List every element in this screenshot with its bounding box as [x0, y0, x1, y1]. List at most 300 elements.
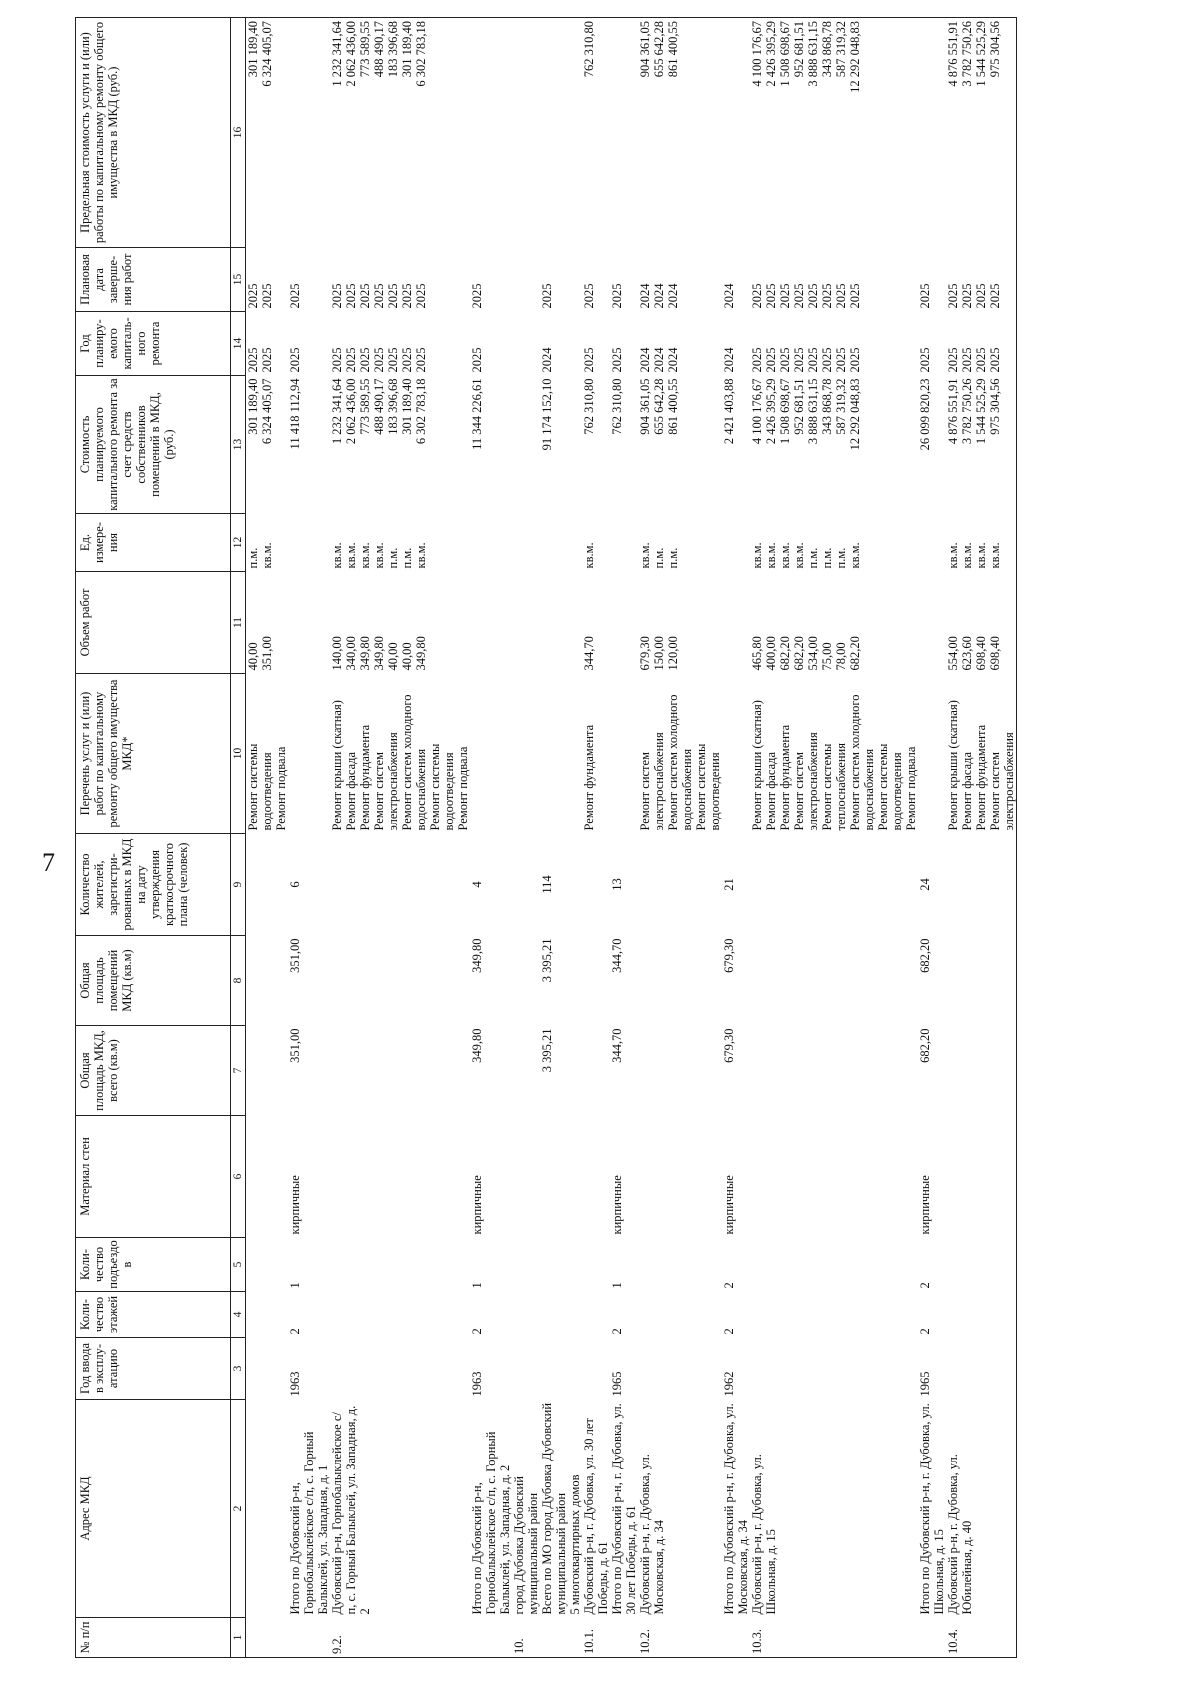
work-volume [750, 572, 918, 674]
completion-date-entry: 2025 [344, 283, 358, 309]
total-area: 3 395,21 [540, 1028, 554, 1073]
completion-date-entry: 2025 [834, 283, 848, 309]
work-cost-entry: 11 418 112,94 [288, 378, 302, 450]
work-name [946, 674, 1017, 834]
work-volume-entry: 679,30 [638, 636, 652, 671]
address: город Дубовка Дубовский муниципальный район [512, 1476, 540, 1615]
table-row [946, 18, 1017, 1658]
work-cost [610, 376, 638, 514]
column-header-1: № п/п [76, 1618, 231, 1658]
year-commissioned: 1963 [288, 1371, 302, 1397]
work-volume-entry: 682,20 [778, 636, 792, 671]
floors [638, 1292, 722, 1338]
residents [568, 834, 582, 936]
limit-cost-entry: 183 396,68 [386, 21, 400, 78]
floors: 2 [288, 1328, 302, 1335]
premises-area [638, 936, 722, 1026]
work-unit-entry: кв.м. [974, 542, 988, 569]
wall-material [638, 1116, 722, 1238]
work-name [330, 674, 470, 834]
work-cost-entry: 4 876 551,91 [946, 378, 960, 445]
completion-date-entry: 2025 [470, 283, 484, 309]
work-volume [246, 572, 289, 674]
work-unit [288, 514, 330, 572]
year-commissioned [638, 1338, 722, 1400]
repair-year-entry: 2025 [946, 347, 960, 373]
residents [330, 834, 470, 936]
address: Итого по Дубовский р-н, г. Дубовка, ул. Московская, д. 34 [722, 1403, 750, 1615]
work-volume-entry: 465,80 [750, 636, 764, 671]
completion-date-entry: 2025 [400, 283, 414, 309]
work-cost [288, 376, 330, 514]
wall-material [330, 1116, 470, 1238]
address [246, 1400, 289, 1618]
work-volume-entry: 554,00 [946, 636, 960, 671]
completion-date-entry: 2025 [582, 283, 596, 309]
limit-cost-entry: 1 508 698,67 [778, 21, 792, 87]
work-unit-entry: кв.м. [414, 542, 428, 569]
repair-year [610, 312, 638, 376]
entrances [946, 1238, 1017, 1292]
row-number [610, 1618, 638, 1658]
work-cost-entry: 904 361,05 [638, 378, 652, 435]
work-volume-entry [540, 575, 554, 671]
work-volume-entry: 682,20 [792, 636, 806, 671]
work-unit-entry: п.м. [400, 547, 414, 569]
repair-year-entry: 2025 [414, 347, 428, 373]
premises-area [750, 936, 918, 1026]
table-row [582, 18, 610, 1658]
completion-date-entry: 2025 [988, 283, 1002, 309]
work-volume-entry [470, 575, 484, 671]
premises-area: 679,30 [722, 938, 736, 973]
limit-cost-entry: 975 304,56 [988, 21, 1002, 78]
header-row [76, 18, 231, 1658]
work-volume-entry [288, 575, 302, 671]
total-area: 349,80 [470, 1028, 484, 1063]
wall-material [582, 1116, 610, 1238]
work-volume [918, 572, 946, 674]
row-number: 10.1. [582, 1618, 610, 1658]
work-volume-entry: 340,00 [344, 636, 358, 671]
repair-year-entry: 2025 [974, 347, 988, 373]
work-volume-entry: 349,80 [414, 636, 428, 671]
work-name-entry: Ремонт фасада [344, 751, 358, 831]
work-volume-entry: 40,00 [400, 642, 414, 671]
wall-material: кирпичные [610, 1175, 624, 1235]
work-cost-entry: 587 319,32 [834, 378, 848, 435]
work-unit [610, 514, 638, 572]
year-commissioned: 1962 [722, 1371, 736, 1397]
repair-year-entry: 2025 [778, 347, 792, 373]
work-unit-entry: кв.м. [330, 542, 344, 569]
repair-year-entry: 2024 [666, 347, 680, 373]
work-name [638, 674, 722, 834]
total-area: 351,00 [288, 1028, 302, 1063]
table-row [246, 18, 289, 1658]
work-volume [946, 572, 1017, 674]
table-row [610, 18, 638, 1658]
completion-date [568, 248, 582, 312]
limit-cost-entry: 655 642,28 [652, 21, 666, 78]
completion-date [582, 248, 610, 312]
row-number [470, 1618, 512, 1658]
work-name-entry: Ремонт фасада [960, 751, 974, 831]
year-commissioned [946, 1338, 1017, 1400]
repair-year-entry: 2025 [750, 347, 764, 373]
work-cost-entry: 488 490,17 [372, 378, 386, 435]
work-volume-entry: 140,00 [330, 636, 344, 671]
repair-year-entry: 2024 [652, 347, 666, 373]
premises-area: 351,00 [288, 938, 302, 973]
work-volume-entry: 349,80 [372, 636, 386, 671]
wall-material: кирпичные [722, 1175, 736, 1235]
repair-year-entry: 2025 [764, 347, 778, 373]
address: Дубовский р-н, г. Дубовка, ул. Юбилейная, д. 40 [946, 1400, 1017, 1618]
work-cost-entry: 1 544 525,29 [974, 378, 988, 445]
repair-year-entry: 2024 [540, 347, 554, 373]
residents: 6 [288, 881, 302, 888]
entrances: 1 [610, 1282, 624, 1289]
repair-year [918, 312, 946, 376]
limit-cost-entry: 773 589,55 [358, 21, 372, 78]
work-unit-entry: кв.м. [764, 542, 778, 569]
work-cost-entry: 655 642,28 [652, 378, 666, 435]
work-name [470, 674, 512, 834]
completion-date-entry: 2025 [372, 283, 386, 309]
residents: 24 [918, 878, 932, 891]
work-name-entry: Ремонт систем электроснабжения [988, 732, 1016, 831]
repair-year-entry: 2025 [582, 347, 596, 373]
address: Всего по МО город Дубовка Дубовский муниципальный район [540, 1402, 568, 1615]
column-number-5: 5 [231, 1238, 246, 1292]
completion-date-entry: 2025 [330, 283, 344, 309]
work-name-entry: Ремонт системы водоотведения [694, 743, 722, 831]
limit-cost [750, 18, 918, 248]
work-unit-entry: п.м. [834, 547, 848, 569]
total-area [638, 1026, 722, 1116]
wall-material: кирпичные [288, 1175, 302, 1235]
work-volume-entry: 682,20 [848, 636, 862, 671]
column-number-11: 11 [231, 572, 246, 674]
wall-material [946, 1116, 1017, 1238]
completion-date-entry: 2024 [638, 283, 652, 309]
work-unit-entry: кв.м. [582, 542, 596, 569]
work-unit-entry: кв.м. [960, 542, 974, 569]
work-name-entry: Ремонт крыши (скатная) [946, 700, 960, 831]
completion-date-entry: 2025 [848, 283, 862, 309]
work-volume-entry: 698,40 [988, 636, 1002, 671]
address: Дубовский р-н, Горнобалыклейское с/п, с. Горный Балыклей, ул. Западная, д. 2 [330, 1405, 372, 1615]
floors [582, 1292, 610, 1338]
repair-year-entry: 2025 [988, 347, 1002, 373]
column-header-8: Общая площадь помещений МКД (кв.м) [76, 936, 231, 1026]
work-cost-entry: 773 589,55 [358, 378, 372, 435]
work-cost-entry: 3 888 631,15 [806, 378, 820, 445]
work-name [246, 674, 289, 834]
work-unit-entry: кв.м. [848, 542, 862, 569]
completion-date [918, 248, 946, 312]
work-volume-entry: 698,40 [974, 636, 988, 671]
column-number-12: 12 [231, 514, 246, 572]
residents [946, 834, 1017, 936]
completion-date [246, 248, 289, 312]
completion-date-entry: 2025 [414, 283, 428, 309]
limit-cost-entry [610, 21, 624, 245]
work-name-entry: Ремонт системы водоотведения [876, 743, 904, 831]
work-cost-entry: 2 426 395,29 [764, 378, 778, 445]
column-header-4: Коли-чество этажей [76, 1292, 231, 1338]
premises-area [568, 936, 582, 1026]
limit-cost-entry: 4 876 551,91 [946, 21, 960, 87]
work-unit [246, 514, 289, 572]
premises-area [512, 936, 540, 1026]
work-unit-entry: п.м. [246, 547, 260, 569]
table-row [918, 18, 946, 1658]
wall-material [750, 1116, 918, 1238]
repair-year-entry: 2025 [834, 347, 848, 373]
column-number-14: 14 [231, 312, 246, 376]
year-commissioned [330, 1338, 470, 1400]
limit-cost [288, 18, 330, 248]
address: Дубовский р-н, г. Дубовка, ул. 30 лет Победы, д. 61 [582, 1418, 610, 1615]
column-number-1: 1 [231, 1618, 246, 1658]
year-commissioned [750, 1338, 918, 1400]
repair-year-entry: 2025 [610, 347, 624, 373]
work-unit-entry: кв.м. [988, 542, 1002, 569]
work-cost-entry: 1 232 341,64 [330, 378, 344, 445]
table-row [540, 18, 568, 1658]
column-header-14: Год планиру-емого капиталь-ного ремонта [76, 312, 231, 376]
address: Итого по Дубовский р-н, Горнобалыклейское с/п, с. Горный Балыклей, ул. Западная, д. 2 [470, 1431, 512, 1615]
residents [750, 834, 918, 936]
work-cost-entry: 762 310,80 [610, 378, 624, 435]
rotated-sheet [75, 18, 1195, 1658]
work-cost [330, 376, 470, 514]
limit-cost-entry: 952 681,51 [792, 21, 806, 78]
limit-cost-entry: 904 361,05 [638, 21, 652, 78]
work-unit-entry: кв.м. [372, 542, 386, 569]
row-number: 10.3. [750, 1618, 918, 1658]
repair-year-entry: 2025 [358, 347, 372, 373]
work-cost [512, 376, 540, 514]
work-cost [638, 376, 722, 514]
row-number: 9.2. [330, 1618, 470, 1658]
column-number-4: 4 [231, 1292, 246, 1338]
residents [246, 834, 289, 936]
completion-date-entry: 2024 [722, 283, 736, 309]
column-number-8: 8 [231, 936, 246, 1026]
work-volume-entry: 120,00 [666, 636, 680, 671]
repair-year [540, 312, 568, 376]
table-body [246, 18, 1017, 1658]
column-number-7: 7 [231, 1026, 246, 1116]
completion-date [540, 248, 568, 312]
work-cost-entry: 2 421 403,88 [722, 378, 736, 445]
year-commissioned [540, 1338, 568, 1400]
column-number-3: 3 [231, 1338, 246, 1400]
residents: 13 [610, 878, 624, 891]
residents [638, 834, 722, 936]
year-commissioned [246, 1338, 289, 1400]
limit-cost [568, 18, 582, 248]
residents: 114 [540, 875, 554, 894]
total-area [750, 1026, 918, 1116]
work-volume-entry: 534,00 [806, 636, 820, 671]
total-area: 679,30 [722, 1028, 736, 1063]
floors: 2 [610, 1328, 624, 1335]
work-unit [512, 514, 540, 572]
repair-year [246, 312, 289, 376]
floors: 2 [470, 1328, 484, 1335]
limit-cost-entry: 6 324 405,07 [260, 21, 274, 87]
work-name-entry: Ремонт систем холодного водоснабжения [666, 694, 694, 831]
year-commissioned [582, 1338, 610, 1400]
table-row [330, 18, 470, 1658]
limit-cost-entry: 488 490,17 [372, 21, 386, 78]
work-unit-entry: п.м. [820, 547, 834, 569]
work-name-entry: Ремонт системы водоотведения [246, 743, 274, 831]
capital-repair-table [75, 17, 1017, 1658]
column-header-6: Материал стен [76, 1116, 231, 1238]
address: 5 многоквартирных домов [568, 1474, 582, 1615]
completion-date-entry: 2025 [974, 283, 988, 309]
work-name-entry: Ремонт крыши (скатная) [330, 700, 344, 831]
entrances [750, 1238, 918, 1292]
work-unit [722, 514, 750, 572]
row-number: 10.4. [946, 1618, 1017, 1658]
work-cost-entry: 183 396,68 [386, 378, 400, 435]
total-area [582, 1026, 610, 1116]
table-row [722, 18, 750, 1658]
work-name [288, 674, 330, 834]
limit-cost-entry: 3 782 750,26 [960, 21, 974, 87]
table-row [288, 18, 330, 1658]
entrances [330, 1238, 470, 1292]
work-name-entry: Ремонт системы теплоснабжения [820, 743, 848, 831]
work-cost-entry: 975 304,56 [988, 378, 1002, 435]
wall-material: кирпичные [470, 1175, 484, 1235]
work-unit [568, 514, 582, 572]
total-area [568, 1026, 582, 1116]
entrances: 1 [288, 1282, 302, 1289]
repair-year-entry: 2024 [722, 347, 736, 373]
limit-cost-entry: 301 189,40 [246, 21, 260, 78]
repair-year [638, 312, 722, 376]
limit-cost-entry: 12 292 048,83 [848, 21, 862, 93]
column-number-9: 9 [231, 834, 246, 936]
work-unit-entry [288, 517, 302, 569]
work-cost [750, 376, 918, 514]
row-number: 10.2. [638, 1618, 722, 1658]
column-number-row [231, 18, 246, 1658]
premises-area: 349,80 [470, 938, 484, 973]
repair-year-entry: 2025 [792, 347, 806, 373]
entrances [638, 1238, 722, 1292]
repair-year [512, 312, 540, 376]
limit-cost-entry [722, 21, 736, 245]
year-commissioned: 1965 [610, 1371, 624, 1397]
total-area [946, 1026, 1017, 1116]
repair-year-entry: 2024 [638, 347, 652, 373]
work-cost-entry: 861 400,55 [666, 378, 680, 435]
address: Итого по Дубовский р-н, Горнобалыклейское с/п, с. Горный Балыклей, ул. Западная, д. 1 [288, 1431, 330, 1615]
work-unit-entry: п.м. [386, 547, 400, 569]
table-row [750, 18, 918, 1658]
year-commissioned: 1963 [470, 1371, 484, 1397]
residents [512, 834, 540, 936]
entrances [512, 1238, 540, 1292]
completion-date-entry: 2024 [666, 283, 680, 309]
work-volume-entry: 351,00 [260, 636, 274, 671]
limit-cost [918, 18, 946, 248]
limit-cost [330, 18, 470, 248]
wall-material [568, 1116, 582, 1238]
premises-area: 3 395,21 [540, 938, 554, 983]
work-volume [470, 572, 512, 674]
work-volume-entry [722, 575, 736, 671]
floors [946, 1292, 1017, 1338]
completion-date-entry: 2025 [778, 283, 792, 309]
work-volume [638, 572, 722, 674]
repair-year-entry: 2025 [470, 347, 484, 373]
limit-cost-entry [470, 21, 484, 245]
row-number [722, 1618, 750, 1658]
column-number-15: 15 [231, 248, 246, 312]
column-header-5: Коли-чество подъездо в [76, 1238, 231, 1292]
work-name-entry: Ремонт систем холодного водоснабжения [848, 694, 876, 831]
repair-year-entry: 2025 [372, 347, 386, 373]
work-cost-entry: 301 189,40 [246, 378, 260, 435]
entrances [568, 1238, 582, 1292]
repair-year-entry: 2025 [330, 347, 344, 373]
wall-material [512, 1116, 540, 1238]
work-volume [288, 572, 330, 674]
completion-date-entry: 2025 [820, 283, 834, 309]
work-volume [610, 572, 638, 674]
work-unit-entry: п.м. [652, 547, 666, 569]
work-unit [946, 514, 1017, 572]
work-volume-entry: 78,00 [834, 642, 848, 671]
work-name-entry: Ремонт систем электроснабжения [638, 732, 666, 831]
work-unit [330, 514, 470, 572]
limit-cost [512, 18, 540, 248]
work-unit [750, 514, 918, 572]
table-row [638, 18, 722, 1658]
total-area [512, 1026, 540, 1116]
completion-date-entry: 2025 [288, 283, 302, 309]
work-name [610, 674, 638, 834]
completion-date [288, 248, 330, 312]
work-unit [540, 514, 568, 572]
floors: 2 [722, 1328, 736, 1335]
premises-area: 682,20 [918, 938, 932, 973]
repair-year-entry: 2025 [960, 347, 974, 373]
repair-year-entry: 2025 [400, 347, 414, 373]
completion-date [470, 248, 512, 312]
work-volume-entry: 623,60 [960, 636, 974, 671]
limit-cost-entry: 343 868,78 [820, 21, 834, 78]
work-volume-entry: 349,80 [358, 636, 372, 671]
work-unit-entry: кв.м. [750, 542, 764, 569]
work-volume-entry: 40,00 [246, 642, 260, 671]
column-header-7: Общая площадь МКД, всего (кв.м) [76, 1026, 231, 1116]
column-number-13: 13 [231, 376, 246, 514]
limit-cost-entry: 301 189,40 [400, 21, 414, 78]
row-number [540, 1618, 568, 1658]
work-volume [722, 572, 750, 674]
work-unit-entry [722, 517, 736, 569]
